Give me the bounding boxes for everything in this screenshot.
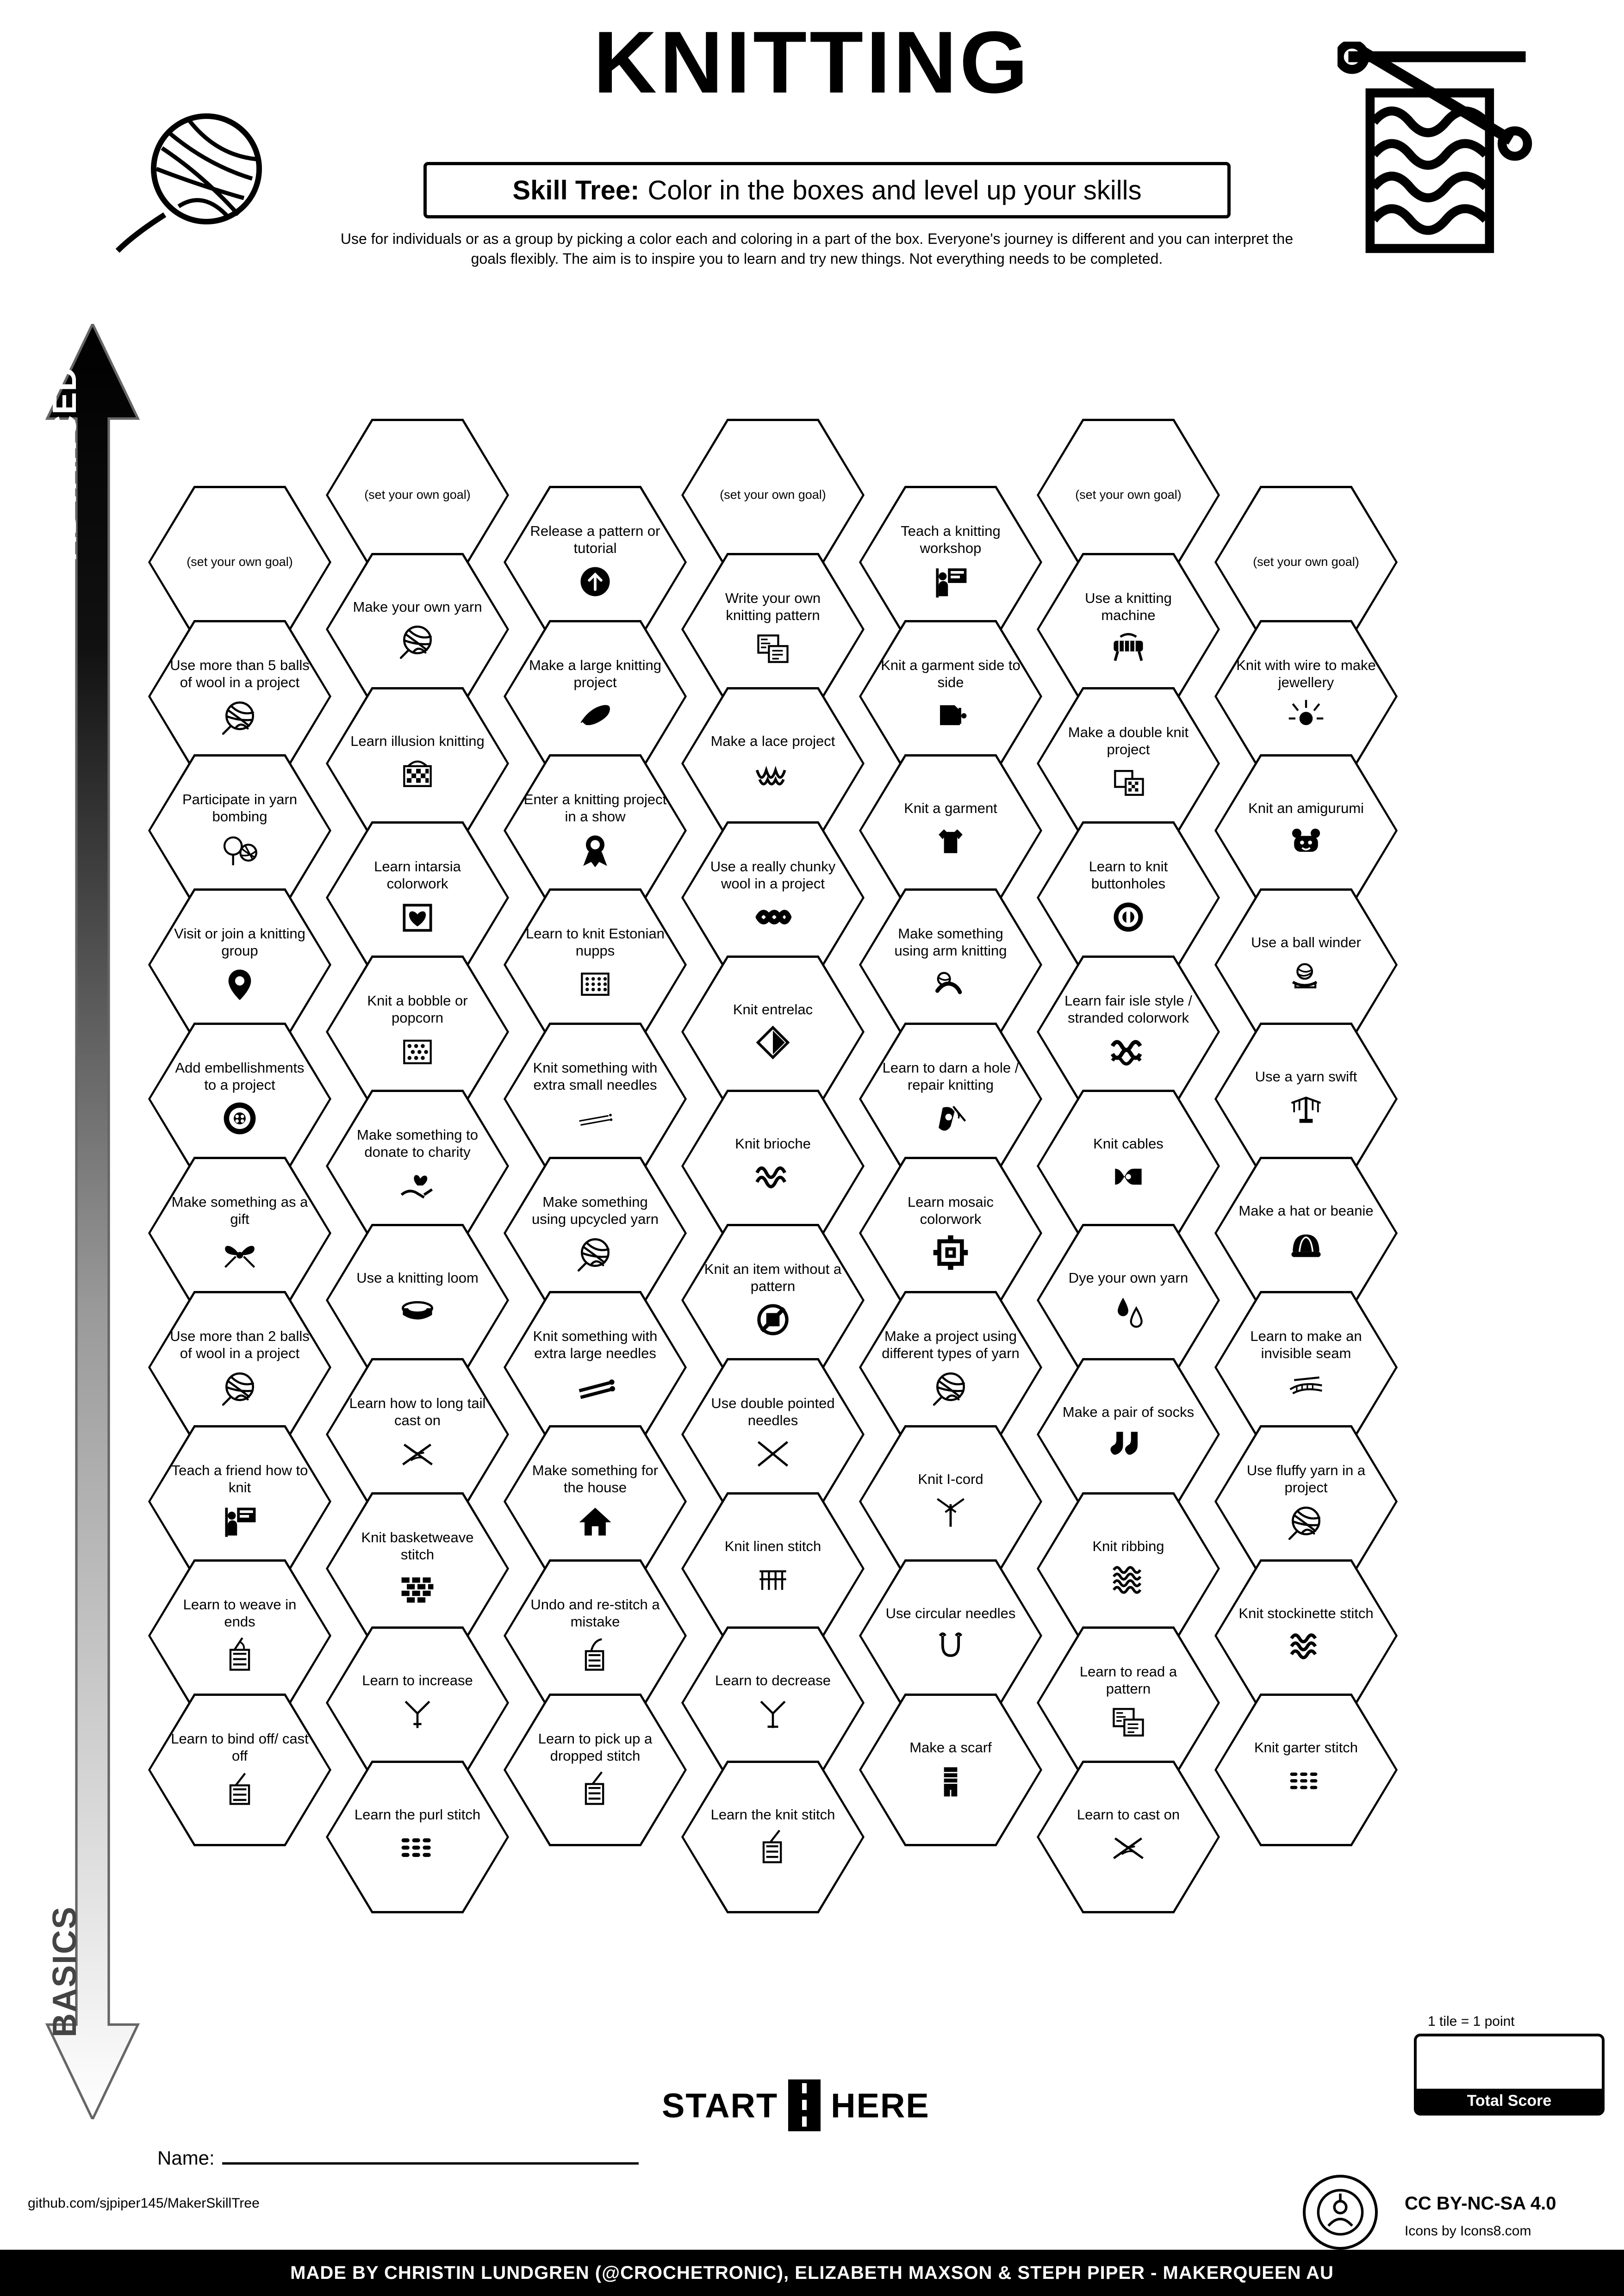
skill-tile-label: Use a knitting loom [356, 1269, 479, 1286]
skill-tile-c4r10[interactable] [681, 1761, 865, 1913]
needles-cross-icon [1108, 1828, 1148, 1868]
increase-icon [398, 1694, 437, 1733]
skill-tile-c2r0[interactable] [326, 419, 509, 571]
amigurumi-icon [1286, 821, 1326, 861]
advanced-basics-arrow [44, 324, 141, 2119]
skill-tile-label: Knit I-cord [918, 1471, 983, 1487]
loom-icon [398, 1291, 437, 1331]
wire-jewellery-icon [1286, 696, 1326, 736]
skill-tile-label: Make something to donate to charity [357, 1127, 478, 1160]
skill-tile-c6r1[interactable] [1037, 553, 1220, 706]
skill-tile-c3r6[interactable] [504, 1157, 687, 1309]
skill-tile-label: Knit stockinette stitch [1238, 1605, 1374, 1621]
skill-tile-label: Make a lace project [710, 732, 835, 749]
skill-tile-c5r3[interactable] [859, 754, 1042, 907]
yarn-ball-icon [1286, 1501, 1326, 1541]
skill-tile-c4r0[interactable] [681, 419, 865, 571]
skill-tile-c5r8[interactable] [859, 1425, 1042, 1578]
skill-tile-c4r1[interactable] [681, 553, 865, 706]
skill-tile-c1r9[interactable] [148, 1559, 331, 1712]
socks-icon [1108, 1425, 1148, 1465]
skill-tile-c7r9[interactable] [1214, 1559, 1398, 1712]
footer-credits: MADE BY CHRISTIN LUNDGREN (@CROCHETRONIC), ELIZABETH MAXSON & STEPH PIPER - MAKERQUEEN AU [0, 2250, 1624, 2296]
linen-stitch-icon [753, 1559, 793, 1599]
skill-tile-c7r1[interactable] [1214, 486, 1398, 639]
skill-tile-label: Learn to cast on [1076, 1806, 1180, 1823]
instructions-text: Use for individuals or as a group by picking a color each and coloring in a part of the box. Everyone's journey is different and you can interpret the goals flexibly. The aim is to inspire you to learn and try new things. Not everything needs to be completed. [340, 230, 1294, 267]
skill-tile-c3r10[interactable] [504, 1694, 687, 1846]
skill-tile-label: Learn to read a pattern [1079, 1663, 1177, 1697]
skill-tile-label: Knit an item without a pattern [704, 1261, 842, 1294]
yarn-ball-icon [106, 106, 301, 259]
garter-icon [1286, 1761, 1326, 1800]
skill-tile-c7r4[interactable] [1214, 888, 1398, 1041]
skill-tile-label: Make a scarf [909, 1739, 992, 1756]
garment-side-icon [931, 696, 971, 736]
house-icon [575, 1501, 615, 1541]
skill-tile-c2r6[interactable] [326, 1224, 509, 1377]
skill-tile-c3r7[interactable] [504, 1291, 687, 1444]
skill-tile-label: Teach a knitting workshop [901, 523, 1001, 556]
skill-tile-c1r10[interactable] [148, 1694, 331, 1846]
dye-icon [1108, 1291, 1148, 1331]
skill-tile-c5r10[interactable] [859, 1694, 1042, 1846]
skill-tile-label: (set your own goal) [364, 488, 471, 502]
skill-tile-c5r2[interactable] [859, 620, 1042, 773]
icord-icon [931, 1492, 971, 1532]
skill-tile-label: Learn to make an invisible seam [1250, 1328, 1362, 1361]
skill-tile-c1r3[interactable] [148, 754, 331, 907]
skill-tile-c1r5[interactable] [148, 1023, 331, 1175]
stockinette-icon [1286, 1626, 1326, 1666]
skill-tile-c3r3[interactable] [504, 754, 687, 907]
darning-icon [931, 1098, 971, 1138]
skill-tile-label: Dye your own yarn [1068, 1269, 1188, 1286]
skill-tile-label: Learn fair isle style / stranded colorwork [1064, 993, 1192, 1026]
skill-tile-label: Release a pattern or tutorial [530, 523, 660, 556]
skill-tile-c5r6[interactable] [859, 1157, 1042, 1309]
entrelac-icon [753, 1023, 793, 1062]
knit-stitch-icon [753, 1828, 793, 1868]
skill-tile-label: Knit a bobble or popcorn [367, 993, 468, 1026]
skill-tile-label: Learn illusion knitting [350, 732, 485, 749]
skill-tile-c4r3[interactable] [681, 821, 865, 974]
skill-tile-label: Visit or join a knitting group [174, 925, 305, 959]
skill-tile-c3r8[interactable] [504, 1425, 687, 1578]
skill-tile-label: Learn to knit Estonian nupps [526, 925, 665, 959]
skill-tile-label: Learn to weave in ends [183, 1596, 297, 1630]
skill-tile-label: (set your own goal) [1253, 555, 1359, 569]
map-pin-icon [220, 964, 260, 1004]
yarn-ball-icon [220, 696, 260, 736]
double-knit-icon [1108, 763, 1148, 803]
github-link[interactable]: github.com/sjpiper145/MakerSkillTree [28, 2196, 260, 2211]
skill-tile-label: Knit with wire to make jewellery [1236, 657, 1376, 690]
yarn-ball-icon [220, 1367, 260, 1407]
skill-tile-c3r2[interactable] [504, 620, 687, 773]
start-label: START [662, 2086, 778, 2125]
skill-tile-label: Make a hat or beanie [1238, 1202, 1374, 1219]
skill-tile-c5r1[interactable] [859, 486, 1042, 639]
skill-tile-c2r7[interactable] [326, 1358, 509, 1511]
skill-tile-label: Knit cables [1093, 1135, 1164, 1152]
skill-tile-label: Use a really chunky wool in a project [710, 858, 836, 892]
skill-tile-label: Learn to darn a hole / repair knitting [882, 1060, 1019, 1093]
name-label: Name: [157, 2147, 215, 2169]
total-score-label: Total Score [1417, 2089, 1602, 2113]
skill-tile-c6r10[interactable] [1037, 1761, 1220, 1913]
lace-icon [753, 754, 793, 794]
skill-tile-c7r7[interactable] [1214, 1291, 1398, 1444]
skill-tile-label: Use more than 5 balls of wool in a project [170, 657, 310, 690]
blanket-icon [575, 696, 615, 736]
skill-tile-label: Use a yarn swift [1255, 1068, 1357, 1085]
skill-tile-label: Add embellishments to a project [175, 1060, 305, 1093]
skill-tile-c2r2[interactable] [326, 687, 509, 840]
subtitle-bold: Skill Tree: [512, 175, 640, 205]
skill-tile-label: Make a double knit project [1068, 724, 1189, 757]
cc-badge-icon [1303, 2175, 1378, 2250]
skill-tile-label: Learn the knit stitch [710, 1806, 835, 1823]
skill-tile-c6r4[interactable] [1037, 956, 1220, 1108]
gift-bow-icon [220, 1233, 260, 1272]
skill-tile-c2r5[interactable] [326, 1090, 509, 1242]
small-needles-icon [575, 1098, 615, 1138]
cable-icon [1108, 1157, 1148, 1197]
skill-tile-label: Make something using arm knitting [894, 925, 1007, 959]
skill-tile-c6r3[interactable] [1037, 821, 1220, 974]
subtitle-rest: Color in the boxes and level up your skills [647, 175, 1142, 205]
decrease-icon [753, 1694, 793, 1733]
skill-tile-c7r2[interactable] [1214, 620, 1398, 773]
knitting-machine-icon [1108, 629, 1148, 669]
skill-tile-label: Knit entrelac [733, 1001, 813, 1018]
purl-rows-icon [398, 1828, 437, 1868]
start-here-marker [662, 2078, 1014, 2133]
skill-tile-label: Learn intarsia colorwork [374, 858, 461, 892]
skill-tile-c3r9[interactable] [504, 1559, 687, 1712]
skill-tile-c4r9[interactable] [681, 1626, 865, 1779]
unravel-icon [575, 1635, 615, 1675]
no-pattern-icon [753, 1300, 793, 1340]
skill-tile-c4r4[interactable] [681, 956, 865, 1108]
buttonhole-icon [1108, 897, 1148, 937]
page-title: KNITTING [593, 13, 1031, 112]
skill-tile-c1r6[interactable] [148, 1157, 331, 1309]
skill-tile-label: Teach a friend how to knit [171, 1462, 308, 1496]
basics-label: BASICS [46, 1905, 83, 2038]
skill-tile-label: Learn to knit buttonholes [1089, 858, 1168, 892]
name-field[interactable] [157, 2147, 639, 2169]
skill-tile-c1r8[interactable] [148, 1425, 331, 1578]
tshirt-icon [931, 821, 971, 861]
skill-tile-c2r3[interactable] [326, 821, 509, 974]
skill-tile-c4r7[interactable] [681, 1358, 865, 1511]
yarn-swift-icon [1286, 1090, 1326, 1129]
skill-tile-c7r10[interactable] [1214, 1694, 1398, 1846]
here-label: HERE [831, 2086, 930, 2125]
dpn-icon [753, 1434, 793, 1474]
skill-tile-label: Make something using upcycled yarn [532, 1194, 659, 1227]
skill-tile-label: Knit garter stitch [1254, 1739, 1358, 1756]
checker-basket-icon [398, 754, 437, 794]
fairisle-icon [1108, 1031, 1148, 1071]
advanced-label: ADVANCED [46, 366, 83, 560]
skill-tile-label: (set your own goal) [720, 488, 826, 502]
skill-tile-label: Knit an amigurumi [1248, 800, 1364, 816]
license-text: CC BY-NC-SA 4.0 [1405, 2193, 1556, 2214]
skill-tile-c6r0[interactable] [1037, 419, 1220, 571]
skill-tile-label: Make a project using different types of yarn [882, 1328, 1020, 1361]
skill-tile-label: Make something for the house [532, 1462, 659, 1496]
skill-tile-label: Knit ribbing [1092, 1538, 1164, 1554]
skill-tile-c1r4[interactable] [148, 888, 331, 1041]
pattern-doc-icon [1108, 1702, 1148, 1742]
icons-credit: Icons by Icons8.com [1405, 2223, 1531, 2239]
skill-tile-label: Knit something with extra large needles [533, 1328, 658, 1361]
scarf-icon [931, 1761, 971, 1800]
beanie-icon [1286, 1224, 1326, 1264]
subtitle-banner [423, 162, 1231, 218]
skill-tile-c3r4[interactable] [504, 888, 687, 1041]
nupps-grid-icon [575, 964, 615, 1004]
needles-cross-icon [398, 1434, 437, 1474]
award-ribbon-icon [575, 830, 615, 870]
skill-tile-label: Learn to bind off/ cast off [171, 1731, 309, 1764]
heart-square-icon [398, 897, 437, 937]
skill-tile-c1r2[interactable] [148, 620, 331, 773]
upload-circle-icon [575, 562, 615, 602]
button-icon [220, 1098, 260, 1138]
skill-tile-c4r2[interactable] [681, 687, 865, 840]
name-rule [222, 2158, 639, 2165]
charity-hand-icon [398, 1166, 437, 1205]
ball-winder-icon [1286, 956, 1326, 995]
skill-tile-label: (set your own goal) [1075, 488, 1182, 502]
ribbing-icon [1108, 1559, 1148, 1599]
skill-tile-c7r3[interactable] [1214, 754, 1398, 907]
total-score-box[interactable] [1414, 2034, 1605, 2116]
large-needles-icon [575, 1367, 615, 1407]
tile-point-legend: 1 tile = 1 point [1428, 2014, 1515, 2029]
skill-tile-label: (set your own goal) [187, 555, 293, 569]
skill-tile-c6r7[interactable] [1037, 1358, 1220, 1511]
skill-tile-label: Make something as a gift [171, 1194, 308, 1227]
skill-tile-label: Undo and re-stitch a mistake [530, 1596, 660, 1630]
skill-tile-label: Learn the purl stitch [354, 1806, 481, 1823]
skill-tile-c6r6[interactable] [1037, 1224, 1220, 1377]
yarn-ball-icon [931, 1367, 971, 1407]
skill-tile-label: Knit brioche [735, 1135, 811, 1152]
yarn-ball-icon [575, 1233, 615, 1272]
skill-tile-label: Write your own knitting pattern [725, 590, 821, 623]
skill-tile-label: Use circular needles [885, 1605, 1016, 1621]
brioche-icon [753, 1157, 793, 1197]
skill-tile-c5r4[interactable] [859, 888, 1042, 1041]
mosaic-icon [931, 1233, 971, 1272]
skill-tile-label: Use more than 2 balls of wool in a project [170, 1328, 310, 1361]
skill-tile-label: Make your own yarn [353, 598, 482, 615]
arm-knitting-icon [931, 964, 971, 1004]
invisible-seam-icon [1286, 1367, 1326, 1407]
skill-tile-c4r5[interactable] [681, 1090, 865, 1242]
yarn-ball-icon [398, 620, 437, 660]
skill-tile-label: Learn to decrease [715, 1672, 831, 1688]
skill-tile-label: Use fluffy yarn in a project [1246, 1462, 1366, 1496]
chunky-wool-icon [753, 897, 793, 937]
skill-tile-c1r1[interactable] [148, 486, 331, 639]
pattern-doc-icon [753, 629, 793, 669]
skill-tile-label: Knit something with extra small needles [533, 1060, 658, 1093]
skill-tile-c7r5[interactable] [1214, 1023, 1398, 1175]
skill-tile-label: Make a pair of socks [1062, 1403, 1195, 1420]
skill-tile-c6r5[interactable] [1037, 1090, 1220, 1242]
skill-tile-label: Learn to pick up a dropped stitch [538, 1731, 653, 1764]
skill-tile-label: Knit a garment side to side [881, 657, 1020, 690]
skill-tile-c4r8[interactable] [681, 1492, 865, 1645]
skill-tile-label: Learn how to long tail cast on [349, 1395, 486, 1428]
skill-tile-c6r9[interactable] [1037, 1626, 1220, 1779]
skill-tile-c3r5[interactable] [504, 1023, 687, 1175]
skill-tile-label: Use a knitting machine [1085, 590, 1172, 623]
skill-tile-label: Knit linen stitch [724, 1538, 821, 1554]
skill-tile-c6r2[interactable] [1037, 687, 1220, 840]
skill-tile-label: Participate in yarn bombing [182, 791, 298, 825]
skill-tile-label: Learn to increase [362, 1672, 473, 1688]
road-icon [788, 2079, 821, 2131]
bind-off-icon [220, 1769, 260, 1809]
teaching-icon [220, 1501, 260, 1541]
tree-yarn-icon [220, 830, 260, 870]
teaching-icon [931, 562, 971, 602]
weave-ends-icon [220, 1635, 260, 1675]
skill-tile-label: Use double pointed needles [711, 1395, 835, 1428]
skill-tile-label: Enter a knitting project in a show [523, 791, 667, 825]
skill-tile-c5r5[interactable] [859, 1023, 1042, 1175]
skill-tile-c4r6[interactable] [681, 1224, 865, 1377]
pickup-stitch-icon [575, 1769, 615, 1809]
knitting-needles-icon [1338, 42, 1537, 296]
skill-tile-c7r8[interactable] [1214, 1425, 1398, 1578]
skill-tile-c2r10[interactable] [326, 1761, 509, 1913]
skill-tile-label: Use a ball winder [1251, 934, 1361, 950]
skill-tile-c6r8[interactable] [1037, 1492, 1220, 1645]
skill-tile-c5r7[interactable] [859, 1291, 1042, 1444]
basketweave-icon [398, 1568, 437, 1608]
skill-tile-c5r9[interactable] [859, 1559, 1042, 1712]
dots-grid-icon [398, 1031, 437, 1071]
skill-tile-label: Knit basketweave stitch [361, 1529, 474, 1563]
circular-needles-icon [931, 1626, 971, 1666]
skill-tile-label: Knit a garment [904, 800, 997, 816]
skill-tile-c3r1[interactable] [504, 486, 687, 639]
skill-tile-label: Make a large knitting project [529, 657, 662, 690]
skill-tile-c2r4[interactable] [326, 956, 509, 1108]
skill-tile-c2r8[interactable] [326, 1492, 509, 1645]
skill-tile-c7r6[interactable] [1214, 1157, 1398, 1309]
skill-tile-c2r9[interactable] [326, 1626, 509, 1779]
skill-tile-label: Learn mosaic colorwork [907, 1194, 994, 1227]
skill-tile-c2r1[interactable] [326, 553, 509, 706]
skill-tile-c1r7[interactable] [148, 1291, 331, 1444]
